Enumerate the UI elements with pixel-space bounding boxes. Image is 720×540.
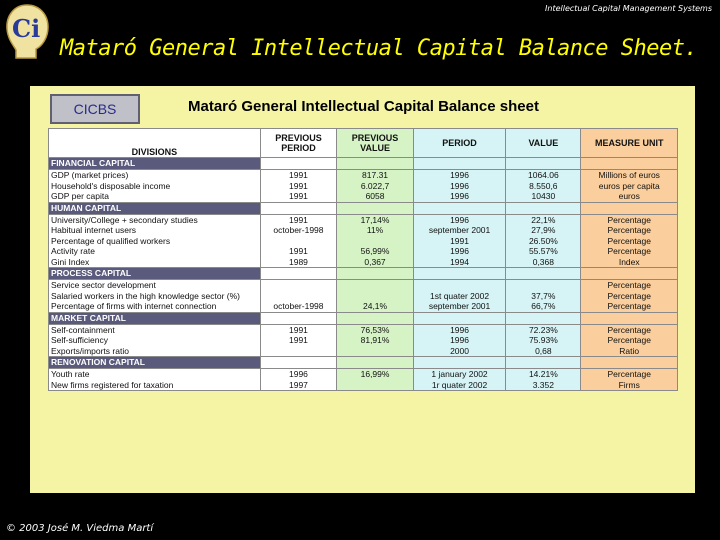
- cell-line: Percentage: [607, 290, 651, 301]
- cell-division: [49, 280, 261, 313]
- cell-division: [49, 170, 261, 203]
- cell-period: [413, 214, 505, 268]
- cell-line: 1997: [289, 379, 308, 390]
- cell-measure-unit: [581, 369, 678, 391]
- cell-line: 2000: [450, 345, 469, 356]
- section-header-cell: [506, 268, 581, 280]
- cell-line: 1 january 2002: [431, 369, 488, 379]
- section-header-cell: [337, 357, 414, 369]
- cell-line: 1996: [450, 335, 469, 345]
- footer-copyright: © 2003 José M. Viedma Martí: [6, 523, 154, 534]
- cell-line: euros: [618, 191, 640, 201]
- cell-period: [413, 280, 505, 313]
- cell-value: [506, 324, 581, 357]
- cell-line: 81,91%: [360, 335, 390, 345]
- cell-line: 1989: [289, 256, 308, 267]
- section-header-row: [49, 158, 678, 170]
- cell-line: september 2001: [428, 301, 491, 311]
- cell-line: Gini Index: [51, 256, 90, 267]
- section-header-row: [49, 357, 678, 369]
- slide-title: Mataró General Intellectual Capital Balance Sheet.: [60, 36, 698, 61]
- section-header-cell: [581, 268, 678, 280]
- cell-line: Percentage: [607, 280, 651, 290]
- header-divisions: DIVISIONS: [49, 129, 261, 158]
- section-header-row: [49, 202, 678, 214]
- cell-line: 0,368: [532, 256, 554, 267]
- cell-division: [49, 324, 261, 357]
- section-name: PROCESS CAPITAL: [49, 268, 261, 280]
- cell-line: Percentage: [607, 324, 651, 335]
- cell-line: 8.550,6: [529, 180, 558, 191]
- cell-line: 75.93%: [528, 335, 558, 345]
- cell-line: 1r quater 2002: [431, 379, 488, 390]
- cell-line: 1991: [289, 335, 308, 345]
- cell-line: 1996: [450, 191, 469, 201]
- cell-line: 10430: [531, 191, 556, 201]
- cell-previous-period: [260, 324, 337, 357]
- cell-value: [506, 214, 581, 268]
- cell-line: [508, 280, 578, 291]
- cell-line: 1991: [289, 191, 308, 201]
- cell-line: Percentage: [607, 214, 651, 225]
- section-header-cell: [413, 202, 505, 214]
- cell-line: 1996: [450, 324, 469, 335]
- cell-line: 1994: [450, 256, 469, 267]
- cell-line: september 2001: [428, 225, 491, 235]
- cell-value: [506, 170, 581, 203]
- table-row: [49, 170, 678, 203]
- cell-line: 6.022,7: [360, 180, 390, 191]
- section-header-cell: [260, 312, 337, 324]
- cell-line: 26.50%: [528, 235, 558, 246]
- cell-line: [339, 380, 411, 391]
- cell-period: [413, 369, 505, 391]
- cell-previous-value: [337, 170, 414, 203]
- section-header-cell: [413, 268, 505, 280]
- cell-line: 3.352: [532, 379, 554, 390]
- cell-line: 817.31: [362, 170, 389, 180]
- cell-period: [413, 170, 505, 203]
- cell-line: 22,1%: [531, 214, 556, 225]
- cell-line: october-1998: [273, 301, 324, 311]
- cell-line: Percentage: [607, 246, 651, 256]
- cell-line: 55.57%: [528, 246, 558, 256]
- cell-period: [413, 324, 505, 357]
- cell-line: Service sector development: [51, 280, 156, 290]
- cell-line: Habitual internet users: [51, 225, 137, 235]
- section-header-row: [49, 268, 678, 280]
- cell-line: Percentage: [607, 301, 651, 311]
- cell-measure-unit: [581, 324, 678, 357]
- cell-line: Activity rate: [51, 246, 95, 256]
- table-row: [49, 324, 678, 357]
- cell-previous-value: [337, 369, 414, 391]
- cell-line: [263, 236, 335, 247]
- header-tagline: Intellectual Capital Management Systems: [545, 4, 712, 13]
- header-value: VALUE: [506, 129, 581, 158]
- cell-line: 72.23%: [528, 324, 558, 335]
- cell-line: 1996: [450, 214, 469, 225]
- cell-previous-value: [337, 214, 414, 268]
- cell-line: Index: [618, 256, 640, 267]
- cell-line: 56,99%: [360, 246, 390, 256]
- cell-measure-unit: [581, 214, 678, 268]
- section-name: HUMAN CAPITAL: [49, 202, 261, 214]
- cell-line: GDP (market prices): [51, 170, 129, 180]
- cell-line: [339, 280, 411, 291]
- cell-line: 1996: [450, 180, 469, 191]
- cell-previous-period: [260, 214, 337, 268]
- section-name: FINANCIAL CAPITAL: [49, 158, 261, 170]
- cell-line: 1996: [289, 369, 308, 379]
- cell-line: Exports/imports ratio: [51, 345, 129, 356]
- table-body: [49, 158, 678, 391]
- section-header-cell: [337, 268, 414, 280]
- section-header-cell: [260, 268, 337, 280]
- cell-line: [339, 236, 411, 247]
- cell-previous-period: [260, 369, 337, 391]
- cell-line: Firms: [618, 379, 640, 390]
- section-header-cell: [260, 158, 337, 170]
- logo-text: Ci: [12, 14, 41, 43]
- cell-line: New firms registered for taxation: [51, 379, 174, 390]
- cell-line: 0,367: [364, 256, 386, 267]
- section-header-cell: [337, 202, 414, 214]
- cell-line: 1996: [450, 170, 469, 180]
- cell-line: 1991: [289, 324, 308, 335]
- cell-line: [339, 291, 411, 302]
- cell-line: [263, 280, 335, 291]
- section-header-cell: [413, 158, 505, 170]
- cell-line: 66,7%: [531, 301, 556, 311]
- cell-value: [506, 369, 581, 391]
- section-header-cell: [413, 357, 505, 369]
- section-header-cell: [337, 158, 414, 170]
- cell-line: Self-sufficiency: [51, 335, 109, 345]
- section-header-cell: [506, 158, 581, 170]
- cell-line: 27,9%: [531, 225, 556, 235]
- cell-measure-unit: [581, 170, 678, 203]
- cell-line: Household's disposable income: [51, 180, 171, 191]
- section-name: MARKET CAPITAL: [49, 312, 261, 324]
- section-header-row: [49, 312, 678, 324]
- cell-line: Percentage: [607, 225, 651, 235]
- cell-line: Percentage: [607, 335, 651, 345]
- cell-division: [49, 214, 261, 268]
- cell-line: Self-containment: [51, 324, 115, 335]
- cell-line: University/College + secondary studies: [51, 214, 198, 225]
- cell-line: 16,99%: [360, 369, 390, 379]
- cell-line: 1996: [450, 246, 469, 256]
- cell-line: [339, 346, 411, 357]
- header-previous-value: PREVIOUS VALUE: [337, 129, 414, 158]
- cell-line: october-1998: [273, 225, 324, 235]
- cicbs-badge: CICBS: [50, 94, 140, 124]
- cell-line: 17,14%: [360, 214, 390, 225]
- cell-line: Ratio: [619, 345, 640, 356]
- section-header-cell: [581, 312, 678, 324]
- cell-line: 1st quater 2002: [430, 290, 490, 301]
- section-header-cell: [506, 312, 581, 324]
- cell-division: [49, 369, 261, 391]
- cell-previous-value: [337, 280, 414, 313]
- section-header-cell: [581, 202, 678, 214]
- cell-line: euros per capita: [598, 180, 660, 191]
- cell-line: 1991: [289, 180, 308, 191]
- cell-line: [263, 291, 335, 302]
- section-header-cell: [581, 357, 678, 369]
- header-measure-unit: MEASURE UNIT: [581, 129, 678, 158]
- cell-line: 1991: [289, 170, 308, 180]
- content-panel: [30, 86, 695, 493]
- cell-line: 24,1%: [362, 301, 388, 311]
- table-header-row: [49, 129, 678, 158]
- cell-line: 1991: [289, 246, 308, 256]
- logo-icon: [2, 2, 52, 60]
- section-name: RENOVATION CAPITAL: [49, 357, 261, 369]
- cell-measure-unit: [581, 280, 678, 313]
- section-header-cell: [260, 357, 337, 369]
- cell-previous-value: [337, 324, 414, 357]
- section-header-cell: [337, 312, 414, 324]
- cell-line: 14.21%: [528, 369, 558, 379]
- cell-previous-period: [260, 170, 337, 203]
- section-header-cell: [581, 158, 678, 170]
- table-row: [49, 369, 678, 391]
- section-header-cell: [413, 312, 505, 324]
- section-header-cell: [260, 202, 337, 214]
- cell-line: Percentage of qualified workers: [51, 235, 171, 246]
- cell-previous-period: [260, 280, 337, 313]
- cell-line: Youth rate: [51, 369, 90, 379]
- header-period: PERIOD: [413, 129, 505, 158]
- cell-line: 1991: [289, 214, 308, 225]
- cell-line: Percentage of firms with internet connection: [51, 301, 217, 311]
- balance-sheet-table: [48, 128, 678, 391]
- cell-line: 6058: [365, 191, 385, 201]
- header-previous-period: PREVIOUS PERIOD: [260, 129, 337, 158]
- section-header-cell: [506, 357, 581, 369]
- cell-value: [506, 280, 581, 313]
- cell-line: 11%: [366, 225, 384, 235]
- cell-line: [416, 280, 503, 291]
- cell-line: Percentage: [607, 369, 651, 379]
- cell-line: 0,68: [535, 345, 552, 356]
- cell-line: [263, 346, 335, 357]
- cell-line: 76,53%: [360, 324, 390, 335]
- cell-line: Millions of euros: [598, 170, 660, 180]
- table-row: [49, 280, 678, 313]
- cell-line: 1064.06: [527, 170, 559, 180]
- section-header-cell: [506, 202, 581, 214]
- table-row: [49, 214, 678, 268]
- cell-line: Percentage: [607, 235, 651, 246]
- sheet-title: Mataró General Intellectual Capital Balance sheet: [188, 98, 539, 115]
- cell-line: GDP per capita: [51, 191, 109, 201]
- cell-line: 37,7%: [531, 290, 556, 301]
- cell-line: 1991: [450, 235, 469, 246]
- cell-line: Salaried workers in the high knowledge sector (%): [51, 290, 240, 301]
